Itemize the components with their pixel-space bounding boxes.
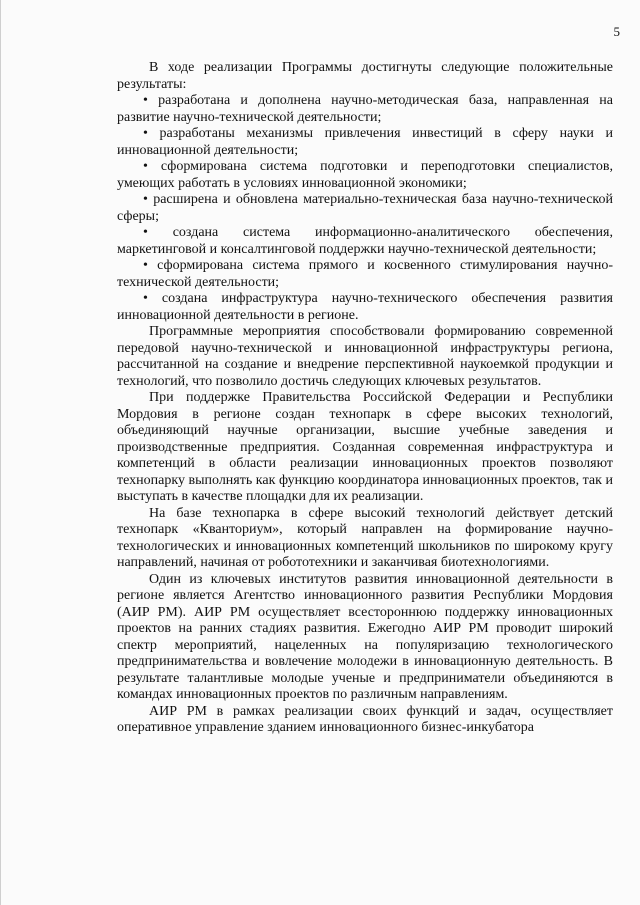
bullet-item: • сформирована система прямого и косвенного стимулирования научно-технической деятельности;	[117, 258, 613, 290]
body-paragraph: АИР РМ в рамках реализации своих функций и задач, осуществляет оперативное управление зданием инновационного бизнес-инкубатора	[117, 703, 613, 735]
bullet-item: • разработана и дополнена научно-методическая база, направленная на развитие научно-технической деятельности;	[117, 93, 613, 125]
body-paragraph: Один из ключевых институтов развития инновационной деятельности в регионе является Агентство инновационного развития Республики Мордовия (АИР РМ). АИР РМ осуществляет всестороннюю поддержку инновационных проектов на ранних стадиях развития. Ежегодно АИР РМ проводит широкий спектр мероприятий, нацеленных на популяризацию технологического предпринимательства и вовлечение молодежи в инновационную деятельность. В результате талантливые молодые ученые и предприниматели объединяются в командах инновационных проектов по различным направлениям.	[117, 571, 613, 702]
bullet-item: • сформирована система подготовки и переподготовки специалистов, умеющих работать в условиях инновационной экономики;	[117, 159, 613, 191]
page-number: 5	[613, 24, 620, 39]
bullet-item: • создана инфраструктура научно-технического обеспечения развития инновационной деятельности в регионе.	[117, 291, 613, 323]
bullet-item: • создана система информационно-аналитического обеспечения, маркетинговой и консалтинговой поддержки научно-технической деятельности;	[117, 225, 613, 257]
body-paragraph: На базе технопарка в сфере высокий технологий действует детский технопарк «Кванториум», который направлен на формирование научно-технологических и инновационных компетенций школьников по широкому кругу направлений, начиная от робототехники и заканчивая биотехнологиями.	[117, 505, 613, 570]
body-paragraph: При поддержке Правительства Российской Федерации и Республики Мордовия в регионе создан технопарк в сфере высоких технологий, объединяющий научные организации, высшие учебные заведения и производственные предприятия. Созданная современная инфраструктура и компетенций в области реализации инновационных проектов позволяют технопарку выполнять как функцию координатора инновационных проектов, так и выступать в качестве площадки для их реализации.	[117, 390, 613, 504]
bullet-item: • разработаны механизмы привлечения инвестиций в сферу науки и инновационной деятельности;	[117, 126, 613, 158]
bullet-item: • расширена и обновлена материально-техническая база научно-технической сферы;	[117, 192, 613, 224]
intro-paragraph: В ходе реализации Программы достигнуты следующие положительные результаты:	[117, 60, 613, 92]
document-body	[117, 60, 613, 737]
body-paragraph: Программные мероприятия способствовали формированию современной передовой научно-технической и инновационной инфраструктуры региона, рассчитанной на создание и внедрение перспективной наукоемкой продукции и технологий, что позволило достичь следующих ключевых результатов.	[117, 324, 613, 389]
